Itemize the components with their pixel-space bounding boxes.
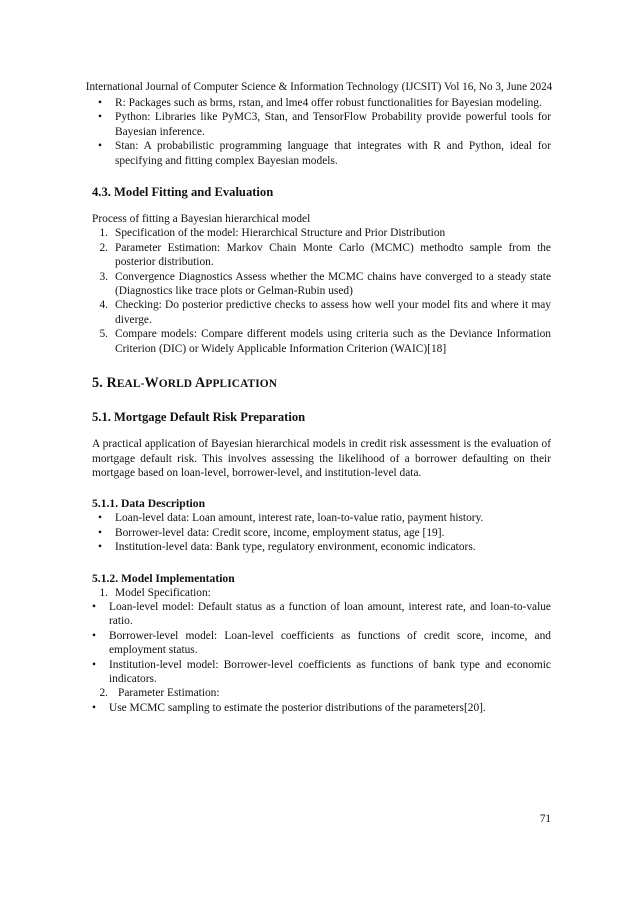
list-item: 5. Compare models: Compare different models using criteria such as the Deviance Information Criterion (DIC) or Widely Applicable Information Criterion (WAIC)[18]: [99, 328, 551, 355]
fitting-steps-list: [92, 226, 551, 356]
list-item: • R: Packages such as brms, rstan, and lme4 offer robust functionalities for Bayesian modeling.: [92, 96, 551, 110]
tools-bullet-list: [92, 96, 551, 168]
section-5-1-heading: 5.1. Mortgage Default Risk Preparation: [92, 410, 306, 425]
parameter-estimation-list: [92, 701, 551, 715]
journal-header: International Journal of Computer Science & Information Technology (IJCSIT) Vol 16, No 3, June 2024: [85, 81, 553, 93]
section-5-heading: 5. REAL-WORLD APPLICATION: [92, 375, 278, 392]
section-5-1-1-heading: 5.1.1. Data Description: [92, 497, 206, 511]
list-item: 3. Convergence Diagnostics Assess whether the MCMC chains have converged to a steady state (Diagnostics like trace plots or Gelman-Rubin used): [99, 270, 551, 298]
page-body: [92, 96, 551, 715]
model-specification-list: [92, 600, 551, 686]
page-number: 71: [539, 813, 551, 825]
list-item: • Institution-level data: Bank type, regulatory environment, economic indicators.: [92, 540, 551, 554]
list-item: 2. Parameter Estimation: Markov Chain Monte Carlo (MCMC) methodto sample from the posterior distribution.: [99, 241, 551, 269]
list-item: • Use MCMC sampling to estimate the posterior distributions of the parameters[20].: [92, 701, 551, 715]
list-item: 1. Specification of the model: Hierarchical Structure and Prior Distribution: [99, 227, 446, 240]
list-item: 1. Model Specification:: [99, 586, 211, 599]
list-item: • Borrower-level model: Loan-level coefficients as functions of credit score, income, and employment status.: [92, 629, 551, 658]
data-description-list: [92, 511, 551, 554]
list-item: • Borrower-level data: Credit score, income, employment status, age [19].: [92, 526, 551, 540]
section-5-1-paragraph: A practical application of Bayesian hierarchical models in credit risk assessment is the evaluation of mortgage default risk. This involves assessing the likelihood of a borrower defaulting on their mortgage based on loan-level, borrower-level, and institution-level data.: [92, 438, 551, 479]
section-4-3-intro: Process of fitting a Bayesian hierarchical model: [92, 213, 311, 226]
list-item: • Loan-level model: Default status as a function of loan amount, interest rate, and loan-to-value ratio.: [92, 600, 551, 629]
list-item: 4. Checking: Do posterior predictive checks to assess how well your model fits and where it may diverge.: [99, 299, 551, 326]
implementation-list: [92, 586, 551, 600]
section-5-1-2-heading: 5.1.2. Model Implementation: [92, 571, 235, 585]
implementation-list-continued: [92, 686, 551, 700]
section-4-3-heading: 4.3. Model Fitting and Evaluation: [92, 185, 274, 200]
list-item: • Loan-level data: Loan amount, interest rate, loan-to-value ratio, payment history.: [92, 511, 551, 525]
list-item: • Python: Libraries like PyMC3, Stan, and TensorFlow Probability provide powerful tools for Bayesian inference.: [92, 110, 551, 139]
list-item: • Institution-level model: Borrower-level coefficients as functions of bank type and economic indicators.: [92, 658, 551, 687]
list-item: • Stan: A probabilistic programming language that integrates with R and Python, ideal for specifying and fitting complex Bayesian models.: [92, 139, 551, 168]
list-item: 2. Parameter Estimation:: [99, 687, 220, 700]
